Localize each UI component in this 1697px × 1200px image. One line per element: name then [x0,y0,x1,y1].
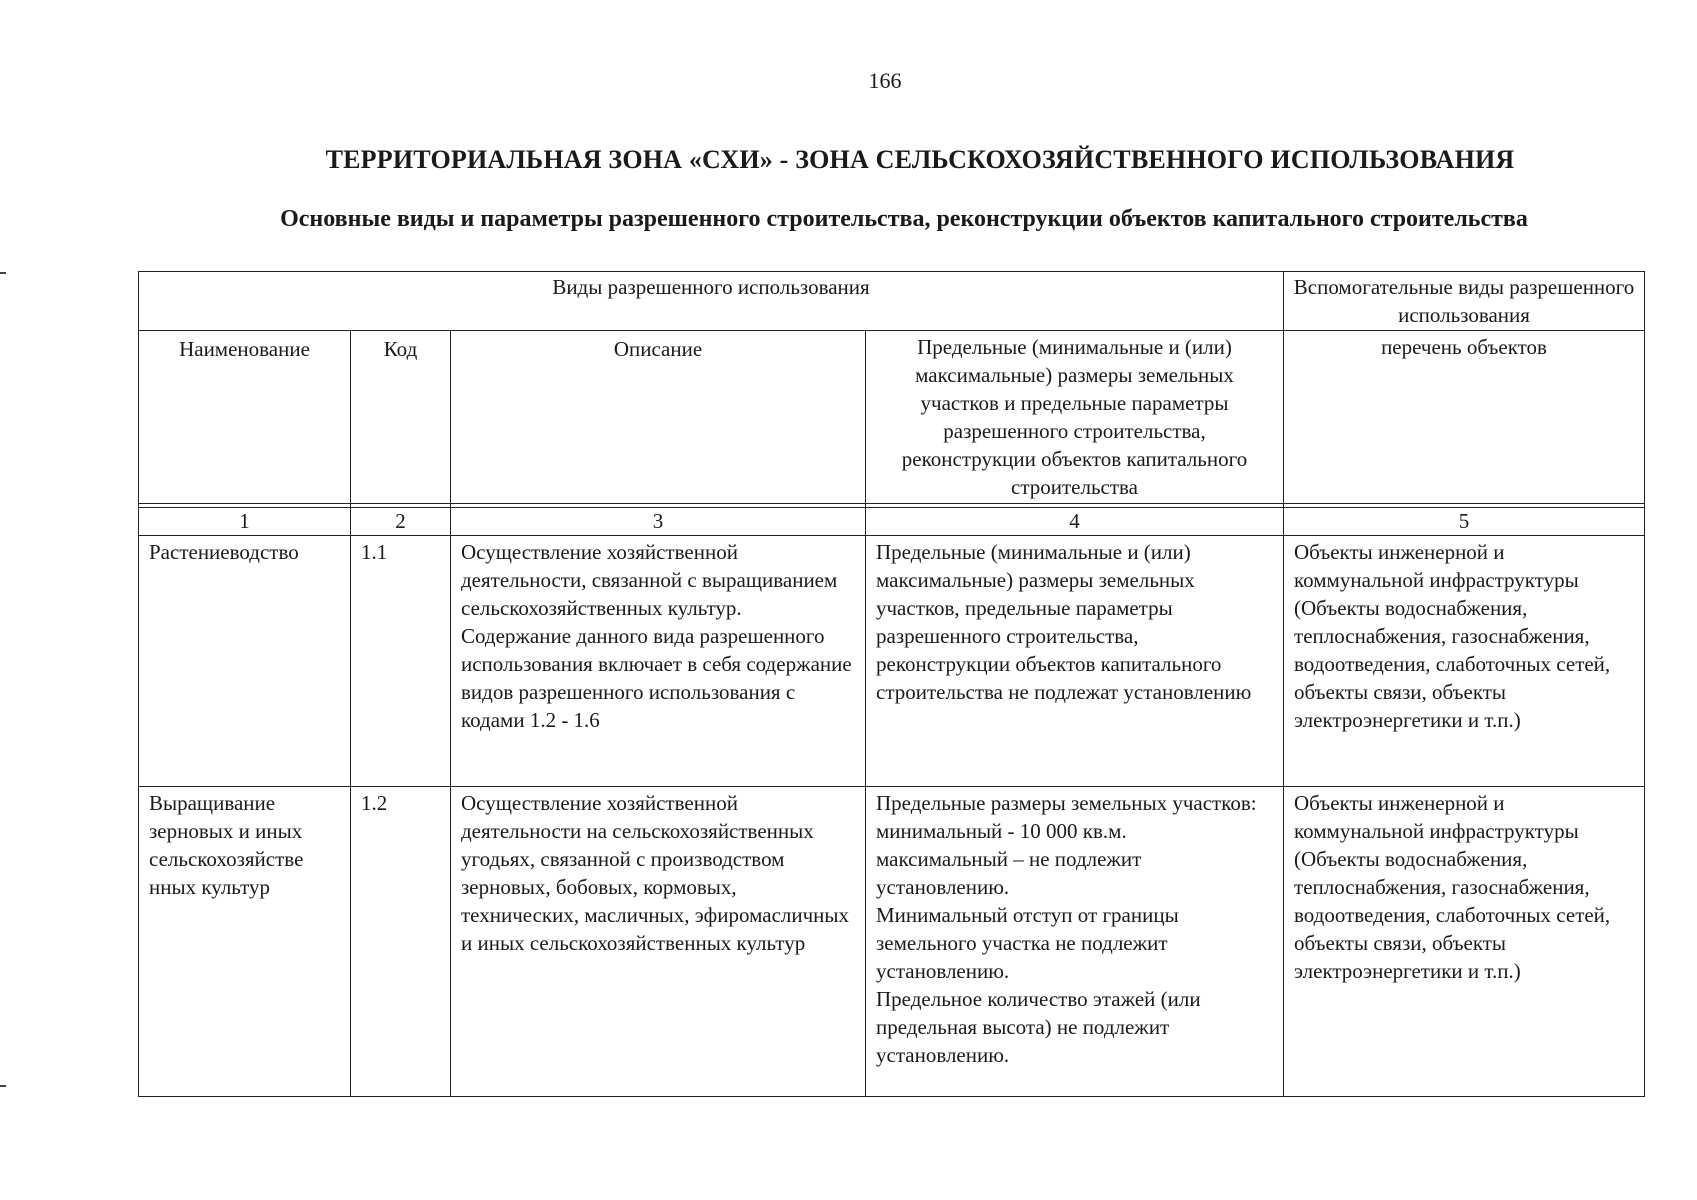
zone-title: ТЕРРИТОРИАЛЬНАЯ ЗОНА «СХИ» - ЗОНА СЕЛЬСКОХОЗЯЙСТВЕННОГО ИСПОЛЬЗОВАНИЯ [325,145,1515,174]
row-objects: Объекты инженерной и коммунальной инфраструктуры (Объекты водоснабжения, теплоснабжения, газоснабжения, водоотведения, слаботочных сетей, объекты связи, объекты электроэнергетики и т.п.) [1284,787,1645,1097]
column-number: 5 [1284,508,1645,536]
row-code: 1.1 [351,536,451,787]
row-description: Осуществление хозяйственной деятельности на сельскохозяйственных угодьях, связанной с производством зерновых, бобовых, кормовых, технических, масличных, эфиромасличных и иных сельскохозяйственных культур [451,787,866,1097]
column-number-row [139,508,1645,536]
col-header-code: Код [351,331,451,504]
col-header-limits: Предельные (минимальные и (или) максимальные) размеры земельных участков и предельные параметры разрешенного строительства, реконструкции объектов капитального строительства [866,331,1284,504]
row-name: Растениеводство [139,536,351,787]
col-header-objects: перечень объектов [1284,331,1645,504]
row-name: Выращивание зерновых и иных сельскохозяйстве нных культур [139,787,351,1097]
group-header-main: Виды разрешенного использования [139,272,1284,331]
column-number: 2 [351,508,451,536]
section-title: Основные виды и параметры разрешенного строительства, реконструкции объектов капитального строительства [280,206,1528,232]
limits-line: Минимальный отступ от границы земельного участка не подлежит установлению. [876,903,1179,983]
col-header-description: Описание [451,331,866,504]
row-limits: Предельные (минимальные и (или) максимальные) размеры земельных участков, предельные параметры разрешенного строительства, реконструкции объектов капитального строительства не подлежат установлению [866,536,1284,787]
column-number: 1 [139,508,351,536]
margin-mark-bottom [0,1085,6,1087]
row-description: Осуществление хозяйственной деятельности, связанной с выращиванием сельскохозяйственных культур. Содержание данного вида разрешенного использования включает в себя содержание видов разрешенного использования с кодами 1.2 - 1.6 [451,536,866,787]
table-row [139,536,1645,787]
limits-line: максимальный – не подлежит установлению. [876,847,1142,899]
margin-mark-top [0,272,6,274]
col-header-name: Наименование [139,331,351,504]
column-number: 4 [866,508,1284,536]
limits-line: Предельные размеры земельных участков: [876,791,1257,815]
row-objects: Объекты инженерной и коммунальной инфраструктуры (Объекты водоснабжения, теплоснабжения, газоснабжения, водоотведения, слаботочных сетей, объекты связи, объекты электроэнергетики и т.п.) [1284,536,1645,787]
table-row [139,787,1645,1097]
column-number: 3 [451,508,866,536]
land-use-table [138,271,1644,1097]
limits-line: минимальный - 10 000 кв.м. [876,819,1127,843]
row-code: 1.2 [351,787,451,1097]
page-number: 166 [868,68,902,93]
row-limits [866,787,1284,1097]
group-header-aux: Вспомогательные виды разрешенного использования [1284,272,1645,331]
limits-line: Предельное количество этажей (или предельная высота) не подлежит установлению. [876,987,1201,1067]
